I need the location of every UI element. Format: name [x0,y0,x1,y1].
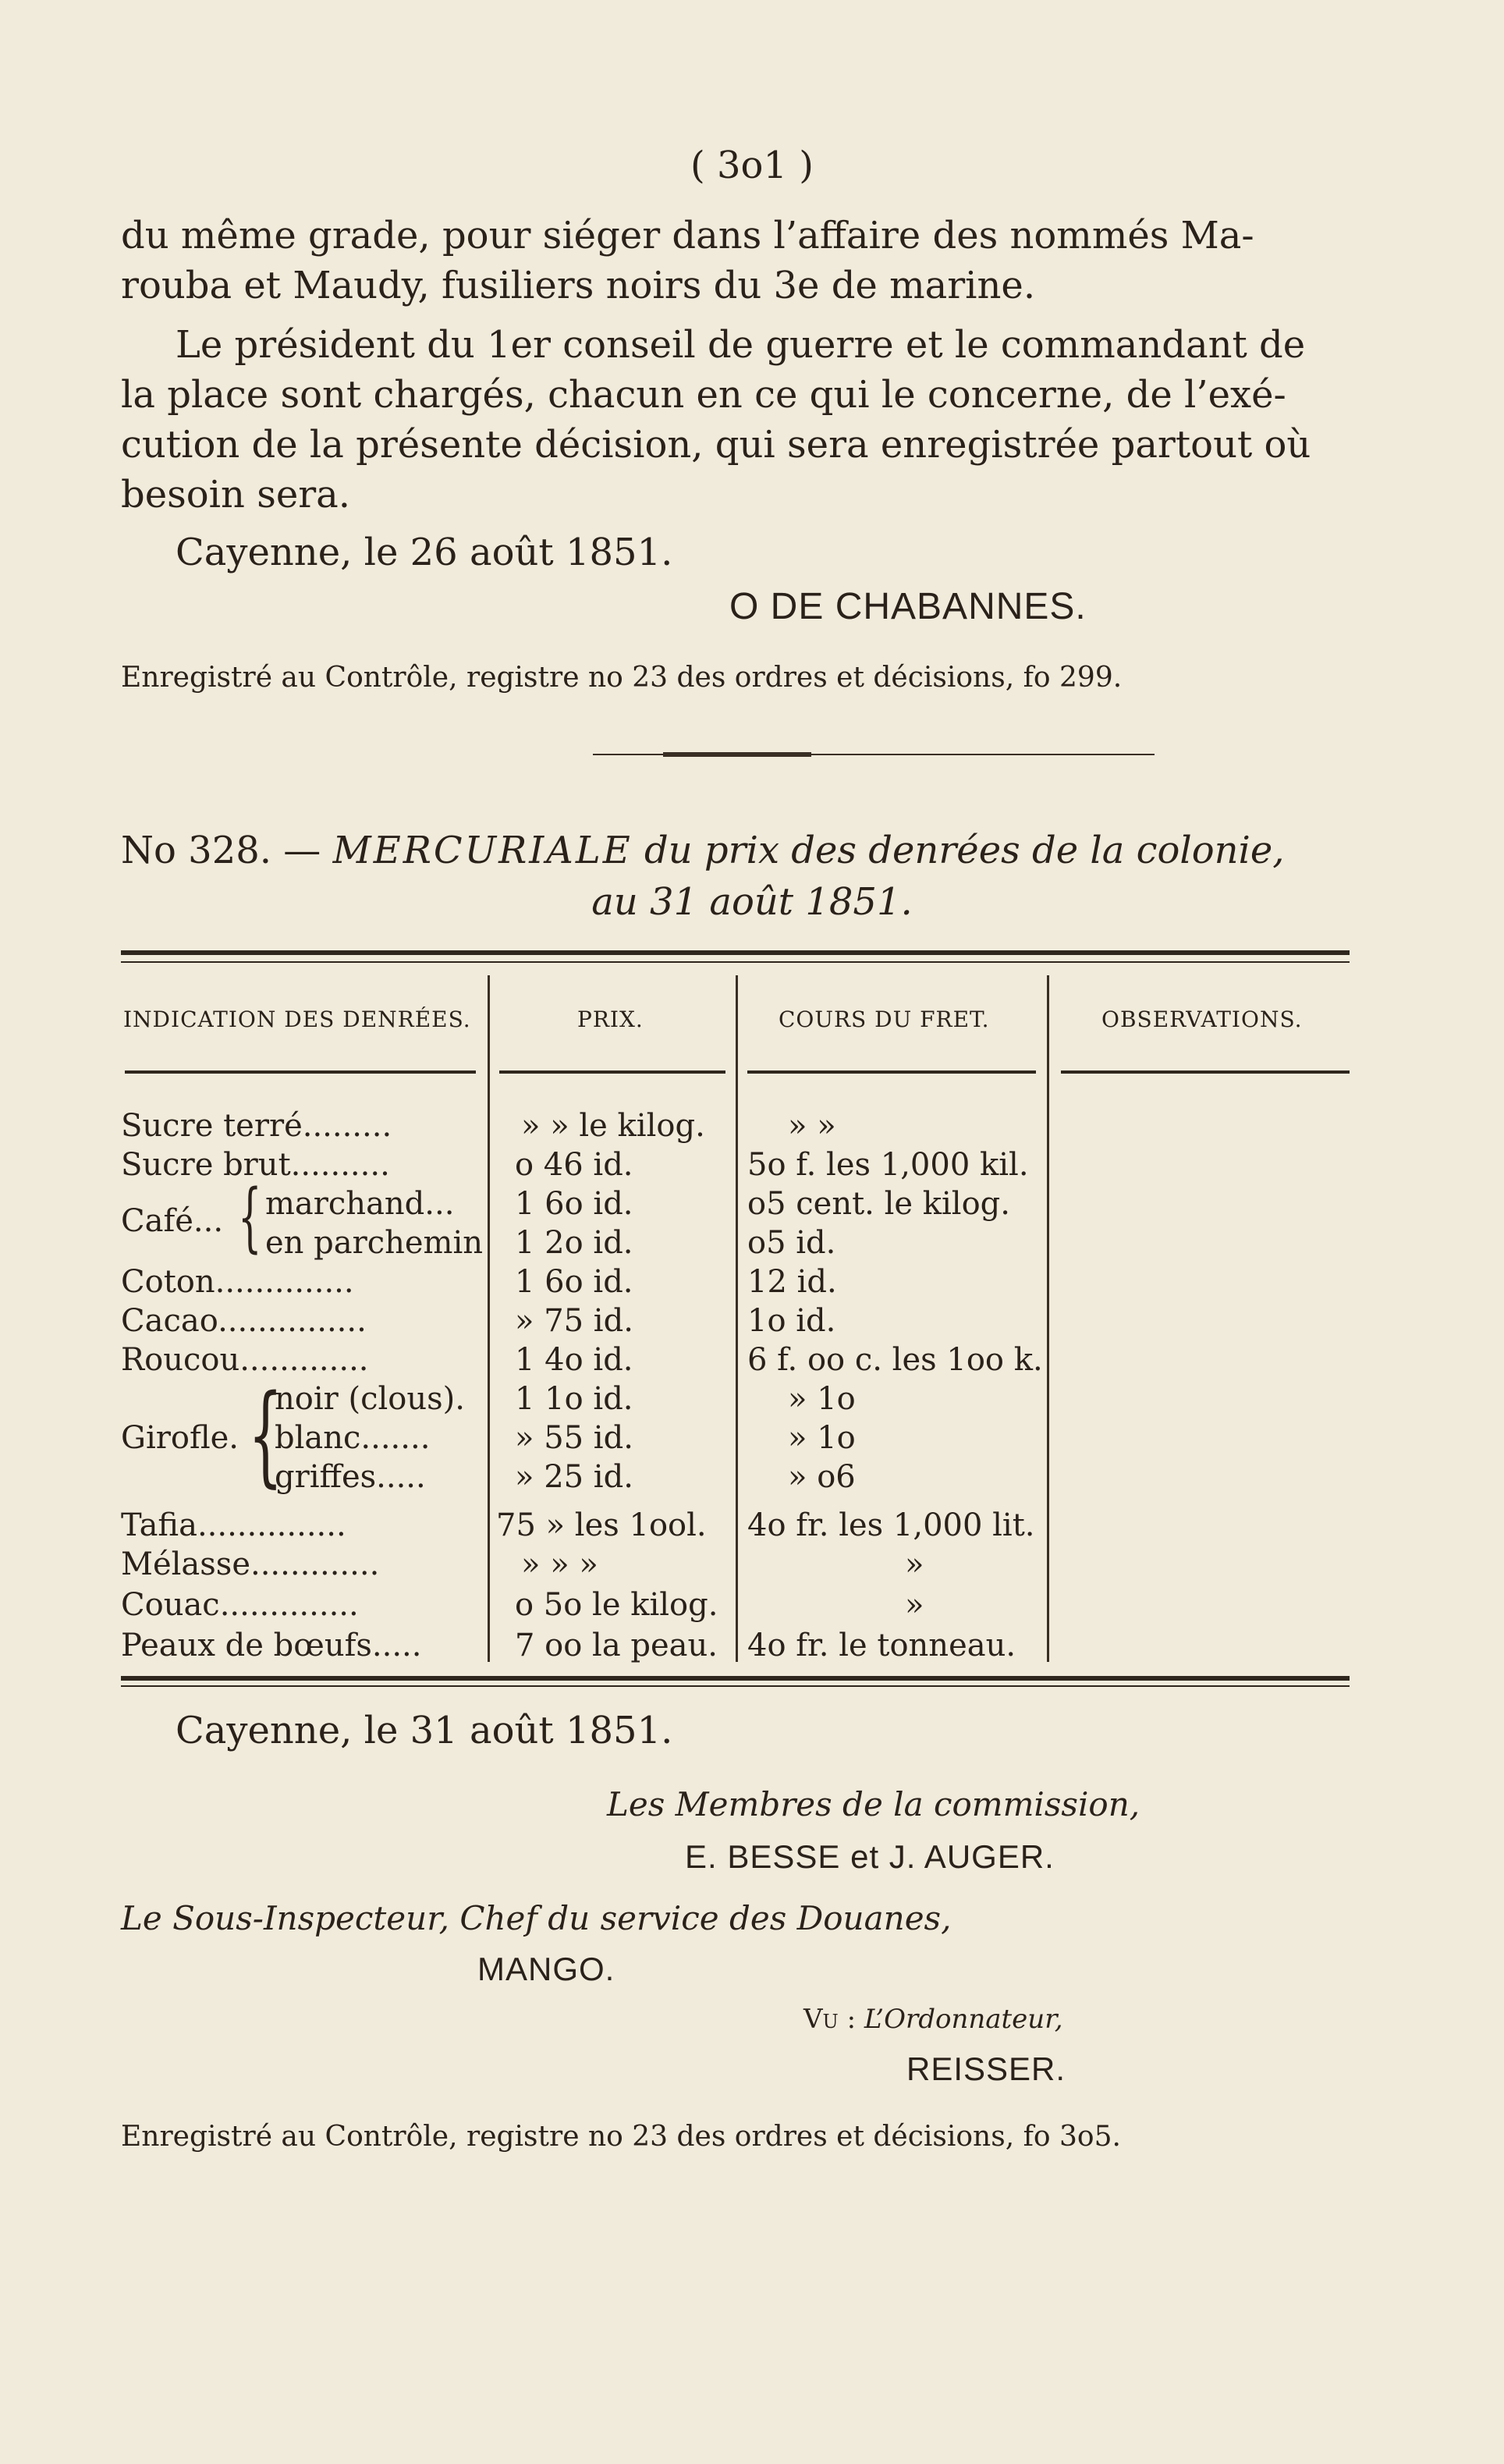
column-divider-2 [736,975,738,1662]
row-cacao-fret: 1o id. [747,1303,836,1339]
row-roucou-fret: 6 f. oo c. les 1oo k. [747,1342,1043,1378]
registration-line-2: Enregistré au Contrôle, registre no 23 des ordres et décisions, fo 3o5. [121,2121,1121,2153]
paragraph-1-line-2: rouba et Maudy, fusiliers noirs du 3e de marine. [121,264,1036,307]
header-observations: OBSERVATIONS. [1101,1007,1303,1032]
row-cafe-parchemin-prix: 1 2o id. [515,1225,633,1261]
heading-line-1 [121,829,1285,872]
vu-label: L’Ordonnateur, [864,2004,1063,2035]
place-date-2: Cayenne, le 31 août 1851. [176,1709,673,1752]
header-underline-3 [747,1070,1036,1074]
signature-chabannes: O DE CHABANNES. [729,586,1087,627]
row-tafia-fret: 4o fr. les 1,000 lit. [747,1507,1035,1543]
row-peaux-fret: 4o fr. le tonneau. [747,1628,1016,1663]
row-peaux-denree: Peaux de bœufs..... [121,1628,422,1663]
group-cafe-label: Café... [121,1203,224,1239]
row-cafe-parchemin-denree: en parchemin [265,1225,484,1261]
row-couac-prix: o 5o le kilog. [515,1587,718,1623]
row-cacao-prix: » 75 id. [515,1303,633,1339]
commission-label: Les Membres de la commission, [607,1785,1140,1823]
paragraph-2-line-2: la place sont chargés, chacun en ce qui le concerne, de l’exé- [121,373,1286,417]
row-cafe-parchemin-fret: o5 id. [747,1225,836,1261]
row-girofle-noir-fret: » 1o [788,1381,856,1417]
header-underline-4 [1061,1070,1350,1074]
row-girofle-griffes-prix: » 25 id. [515,1459,633,1495]
row-girofle-noir-prix: 1 1o id. [515,1381,633,1417]
group-girofle-label: Girofle. [121,1420,239,1456]
table-top-rule-thin [121,961,1350,963]
heading-line-2: au 31 août 1851. [591,880,913,924]
row-cafe-marchand-denree: marchand... [265,1186,455,1222]
header-denrees: INDICATION DES DENRÉES. [123,1007,471,1032]
registration-line-1: Enregistré au Contrôle, registre no 23 des ordres et décisions, fo 299. [121,662,1123,694]
row-sucre-terre-denree: Sucre terré......... [121,1108,392,1144]
row-sucre-terre-prix: » » le kilog. [521,1108,705,1144]
heading-number: No 328. — [121,829,321,872]
table-top-rule [121,950,1350,955]
ordonnateur-name: REISSER. [906,2050,1066,2087]
row-sucre-brut-denree: Sucre brut.......... [121,1147,390,1183]
row-coton-prix: 1 6o id. [515,1264,633,1300]
brace-girofle: { [248,1372,283,1499]
row-tafia-prix: 75 » les 1ool. [496,1507,707,1543]
row-girofle-blanc-denree: blanc....... [275,1420,431,1456]
commission-names: E. BESSE et J. AUGER. [685,1838,1055,1875]
paragraph-2-line-4: besoin sera. [121,473,351,517]
header-underline-1 [125,1070,476,1074]
vu-line [803,2004,1063,2035]
paragraph-2-line-1: Le président du 1er conseil de guerre et le commandant de [176,323,1306,367]
paragraph-2-line-3: cution de la présente décision, qui sera enregistrée partout où [121,423,1311,467]
row-coton-fret: 12 id. [747,1264,837,1300]
row-girofle-blanc-prix: » 55 id. [515,1420,633,1456]
row-roucou-denree: Roucou............. [121,1342,369,1378]
place-date-1: Cayenne, le 26 août 1851. [176,531,673,574]
sous-inspecteur-label: Le Sous-Inspecteur, Chef du service des Douanes, [121,1899,952,1937]
page-number: ( 3o1 ) [690,144,814,187]
separator-ornament [663,752,811,757]
heading-title: MERCURIALE [332,829,633,872]
paragraph-1-line-1: du même grade, pour siéger dans l’affaire des nommés Ma- [121,214,1254,257]
row-cafe-marchand-prix: 1 6o id. [515,1186,633,1222]
row-tafia-denree: Tafia............... [121,1507,346,1543]
row-peaux-prix: 7 oo la peau. [515,1628,718,1663]
row-roucou-prix: 1 4o id. [515,1342,633,1378]
row-cacao-denree: Cacao............... [121,1303,367,1339]
sous-inspecteur-name: MANGO. [477,1951,615,1987]
column-divider-1 [488,975,490,1662]
row-coton-denree: Coton.............. [121,1264,354,1300]
row-girofle-noir-denree: noir (clous). [275,1381,465,1417]
header-underline-2 [499,1070,725,1074]
row-girofle-griffes-denree: griffes..... [275,1459,426,1495]
header-prix: PRIX. [577,1007,644,1032]
table-bottom-rule-thin [121,1685,1350,1687]
table-bottom-rule [121,1676,1350,1681]
vu-prefix: Vu : [803,2004,857,2035]
row-girofle-blanc-fret: » 1o [788,1420,856,1456]
row-melasse-denree: Mélasse............. [121,1546,380,1582]
column-divider-3 [1047,975,1049,1662]
row-sucre-brut-prix: o 46 id. [515,1147,633,1183]
header-fret: COURS DU FRET. [779,1007,990,1032]
brace-cafe: { [238,1173,262,1261]
row-couac-denree: Couac.............. [121,1587,359,1623]
row-sucre-terre-fret: » » [788,1108,836,1144]
heading-rest: du prix des denrées de la colonie, [644,829,1285,872]
row-melasse-fret: » [905,1546,924,1582]
row-couac-fret: » [905,1587,924,1623]
row-melasse-prix: » » » [521,1546,598,1582]
row-sucre-brut-fret: 5o f. les 1,000 kil. [747,1147,1029,1183]
row-girofle-griffes-fret: » o6 [788,1459,856,1495]
row-cafe-marchand-fret: o5 cent. le kilog. [747,1186,1010,1222]
